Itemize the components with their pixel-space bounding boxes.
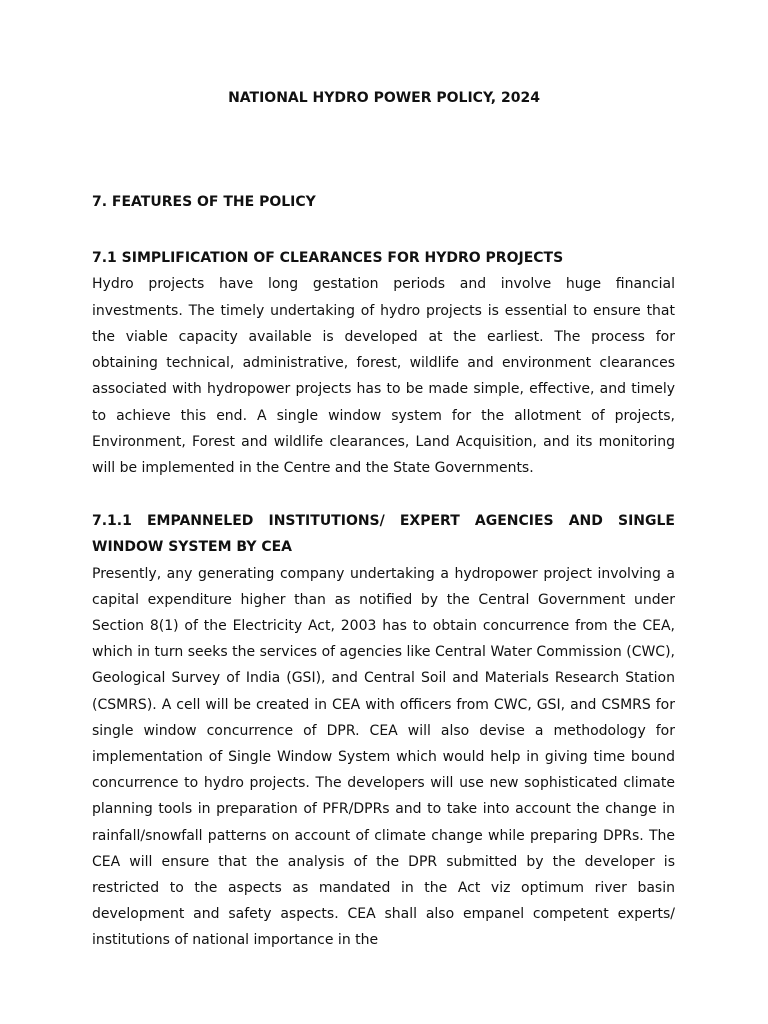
section-simplification-of-clearances — [92, 245, 675, 482]
section-heading: 7.1.1 EMPANNELED INSTITUTIONS/ EXPERT AGENCIES AND SINGLE WINDOW SYSTEM BY CEA — [92, 513, 675, 556]
section-body-paragraph: Hydro projects have long gestation periods and involve huge financial investments. The timely undertaking of hydro projects is essential to ensure that the viable capacity available is developed at the earliest. The process for obtaining technical, administrative, forest, wildlife and environment clearances associated with hydropower projects has to be made simple, effective, and timely to achieve this end. A single window system for the allotment of projects, Environment, Forest and wildlife clearances, Land Acquisition, and its monitoring will be implemented in the Centre and the State Governments. — [92, 276, 675, 477]
section-empanelled-institutions — [92, 508, 675, 954]
section-heading: 7.1 SIMPLIFICATION OF CLEARANCES FOR HYDRO PROJECTS — [92, 250, 564, 266]
chapter-heading: 7. FEATURES OF THE POLICY — [92, 194, 316, 210]
document-title: NATIONAL HYDRO POWER POLICY, 2024 — [228, 90, 540, 106]
section-body-paragraph: Presently, any generating company undertaking a hydropower project involving a capital expenditure higher than as notified by the Central Government under Section 8(1) of the Electricity Act, 2003 has to obtain concurrence from the CEA, which in turn seeks the services of agencies like Central Water Commission (CWC), Geological Survey of India (GSI), and Central Soil and Materials Research Station (CSMRS). A cell will be created in CEA with officers from CWC, GSI, and CSMRS for single window concurrence of DPR. CEA will also devise a methodology for implementation of Single Window System which would help in giving time bound concurrence to hydro projects. The developers will use new sophisticated climate planning tools in preparation of PFR/DPRs and to take into account the change in rainfall/snowfall patterns on account of climate change while preparing DPRs. The CEA will ensure that the analysis of the DPR submitted by the developer is restricted to the aspects as mandated in the Act viz optimum river basin development and safety aspects. CEA shall also empanel competent experts/ institutions of national importance in the — [92, 565, 675, 949]
